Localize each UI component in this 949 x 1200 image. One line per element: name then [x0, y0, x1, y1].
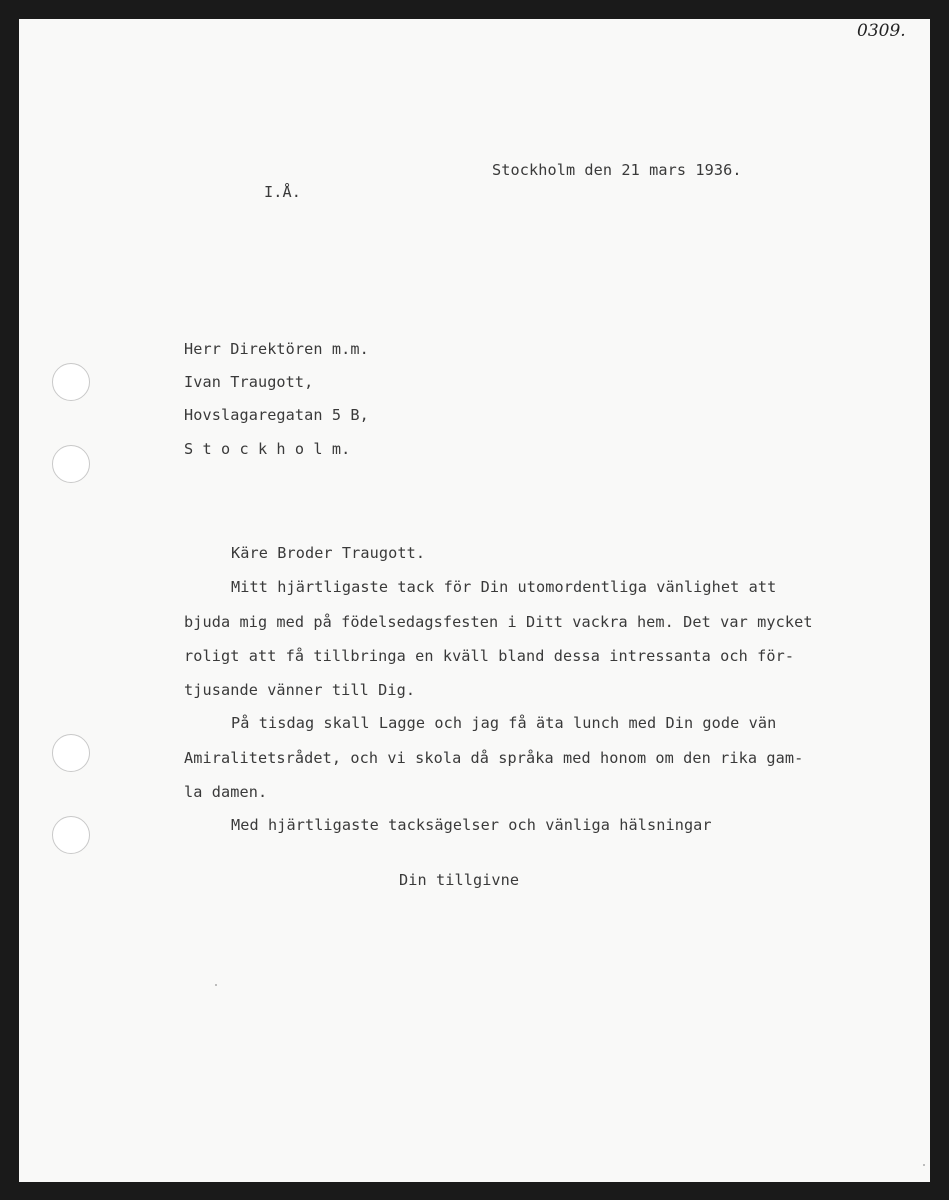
punch-hole [52, 734, 90, 772]
address-line-1: Herr Direktören m.m. [184, 340, 369, 358]
address-line-3: Hovslagaregatan 5 B, [184, 406, 369, 424]
punch-hole [52, 816, 90, 854]
body-line: la damen. [184, 783, 268, 801]
punch-hole [52, 445, 90, 483]
address-line-2: Ivan Traugott, [184, 373, 314, 391]
place-date: Stockholm den 21 mars 1936. [492, 161, 742, 179]
letter-page [19, 19, 930, 1182]
closing: Din tillgivne [399, 871, 520, 889]
archive-number: 0309. [857, 21, 906, 41]
address-line-4: S t o c k h o l m. [184, 440, 351, 458]
reference-mark: I.Å. [264, 183, 301, 201]
body-line: På tisdag skall Lagge och jag få äta lunch med Din gode vän [231, 714, 777, 732]
body-line: tjusande vänner till Dig. [184, 681, 416, 699]
paper-speck [923, 1164, 925, 1166]
paper-speck [215, 984, 217, 986]
body-line: roligt att få tillbringa en kväll bland dessa intressanta och för- [184, 647, 795, 665]
body-line: Amiralitetsrådet, och vi skola då språka med honom om den rika gam- [184, 749, 804, 767]
body-line: Med hjärtligaste tacksägelser och vänliga hälsningar [231, 816, 712, 834]
body-line: Mitt hjärtligaste tack för Din utomordentliga vänlighet att [231, 578, 777, 596]
salutation: Käre Broder Traugott. [231, 544, 426, 562]
punch-hole [52, 363, 90, 401]
body-line: bjuda mig med på födelsedagsfesten i Ditt vackra hem. Det var mycket [184, 613, 813, 631]
